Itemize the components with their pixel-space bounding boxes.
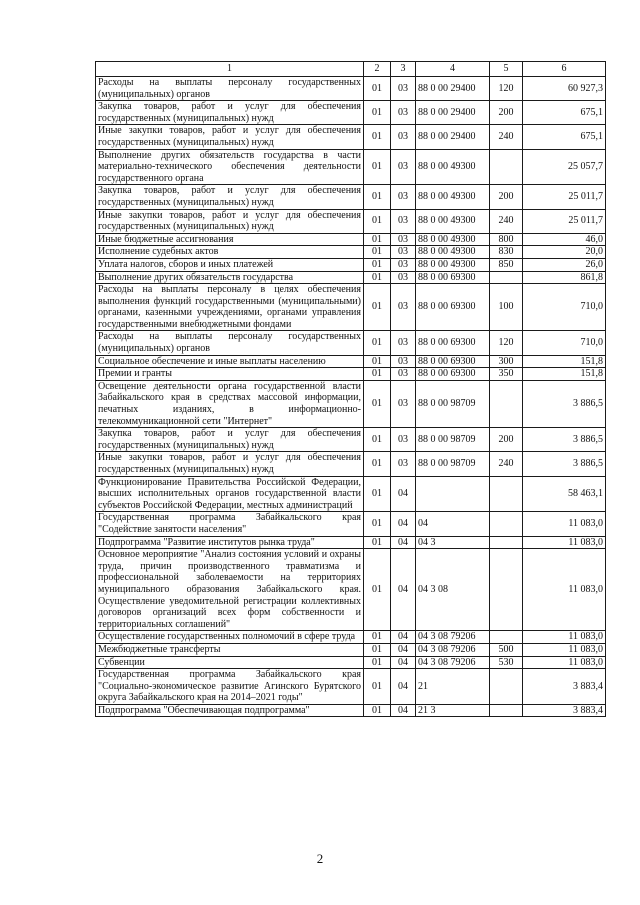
table-row — [96, 185, 606, 209]
row-amount: 11 083,0 — [523, 536, 606, 549]
row-amount: 25 011,7 — [523, 209, 606, 233]
row-section: 01 — [364, 271, 391, 284]
row-target-article: 88 0 00 98709 — [416, 428, 490, 452]
row-target-article: 04 3 — [416, 536, 490, 549]
row-target-article: 88 0 00 69300 — [416, 368, 490, 381]
row-subsection: 03 — [391, 246, 416, 259]
row-expense-type: 240 — [490, 125, 523, 149]
row-target-article: 88 0 00 69300 — [416, 284, 490, 331]
row-name: Исполнение судебных актов — [96, 246, 364, 259]
table-row — [96, 271, 606, 284]
row-expense-type: 240 — [490, 209, 523, 233]
row-section: 01 — [364, 185, 391, 209]
row-amount: 151,8 — [523, 368, 606, 381]
row-subsection: 04 — [391, 669, 416, 705]
row-name: Функционирование Правительства Российской Федерации, высших исполнительных органов государственной власти субъектов Российской Федерации, местных администраций — [96, 476, 364, 512]
table-row — [96, 258, 606, 271]
table-row — [96, 284, 606, 331]
table-row — [96, 355, 606, 368]
row-section: 01 — [364, 428, 391, 452]
table-row — [96, 643, 606, 656]
row-target-article: 88 0 00 69300 — [416, 271, 490, 284]
row-subsection: 04 — [391, 631, 416, 644]
row-target-article: 88 0 00 49300 — [416, 258, 490, 271]
table-row — [96, 149, 606, 185]
row-name: Закупка товаров, работ и услуг для обеспечения государственных (муниципальных) нужд — [96, 428, 364, 452]
row-section: 01 — [364, 656, 391, 669]
row-section: 01 — [364, 536, 391, 549]
row-expense-type — [490, 536, 523, 549]
row-amount: 11 083,0 — [523, 631, 606, 644]
row-expense-type — [490, 380, 523, 427]
row-target-article: 88 0 00 29400 — [416, 77, 490, 101]
row-subsection: 03 — [391, 452, 416, 476]
row-expense-type — [490, 631, 523, 644]
row-section: 01 — [364, 549, 391, 631]
row-amount: 710,0 — [523, 284, 606, 331]
row-expense-type — [490, 149, 523, 185]
row-subsection: 03 — [391, 331, 416, 355]
row-expense-type: 200 — [490, 428, 523, 452]
row-target-article: 88 0 00 49300 — [416, 246, 490, 259]
table-row — [96, 77, 606, 101]
row-name: Государственная программа Забайкальского края "Содействие занятости населения" — [96, 512, 364, 536]
row-name: Иные закупки товаров, работ и услуг для обеспечения государственных (муниципальных) нужд — [96, 125, 364, 149]
row-amount: 25 057,7 — [523, 149, 606, 185]
row-section: 01 — [364, 125, 391, 149]
column-header-section: 2 — [364, 62, 391, 77]
row-subsection: 03 — [391, 125, 416, 149]
table-row — [96, 549, 606, 631]
row-amount: 11 083,0 — [523, 512, 606, 536]
row-expense-type: 120 — [490, 331, 523, 355]
row-expense-type: 800 — [490, 233, 523, 246]
header-row — [96, 62, 606, 77]
table-row — [96, 476, 606, 512]
row-subsection: 03 — [391, 77, 416, 101]
row-expense-type: 830 — [490, 246, 523, 259]
row-target-article: 04 3 08 79206 — [416, 631, 490, 644]
row-section: 01 — [364, 233, 391, 246]
row-amount: 11 083,0 — [523, 549, 606, 631]
row-target-article: 88 0 00 49300 — [416, 233, 490, 246]
row-target-article: 88 0 00 49300 — [416, 185, 490, 209]
row-subsection: 03 — [391, 271, 416, 284]
row-subsection: 03 — [391, 233, 416, 246]
row-expense-type — [490, 476, 523, 512]
row-amount: 861,8 — [523, 271, 606, 284]
row-expense-type: 500 — [490, 643, 523, 656]
row-expense-type — [490, 669, 523, 705]
row-expense-type: 350 — [490, 368, 523, 381]
row-expense-type: 200 — [490, 101, 523, 125]
row-name: Подпрограмма "Обеспечивающая подпрограмма" — [96, 704, 364, 717]
row-name: Субвенции — [96, 656, 364, 669]
row-section: 01 — [364, 331, 391, 355]
column-header-expense-type: 5 — [490, 62, 523, 77]
table-body — [96, 77, 606, 717]
row-target-article: 88 0 00 49300 — [416, 209, 490, 233]
table-row — [96, 209, 606, 233]
row-name: Иные закупки товаров, работ и услуг для обеспечения государственных (муниципальных) нужд — [96, 452, 364, 476]
row-name: Иные закупки товаров, работ и услуг для обеспечения государственных (муниципальных) нужд — [96, 209, 364, 233]
row-subsection: 04 — [391, 643, 416, 656]
row-expense-type: 240 — [490, 452, 523, 476]
row-expense-type: 300 — [490, 355, 523, 368]
table-row — [96, 125, 606, 149]
row-name: Расходы на выплаты персоналу государственных (муниципальных) органов — [96, 331, 364, 355]
row-name: Закупка товаров, работ и услуг для обеспечения государственных (муниципальных) нужд — [96, 185, 364, 209]
row-section: 01 — [364, 149, 391, 185]
row-amount: 3 886,5 — [523, 452, 606, 476]
row-subsection: 04 — [391, 512, 416, 536]
row-name: Осуществление государственных полномочий в сфере труда — [96, 631, 364, 644]
row-subsection: 03 — [391, 368, 416, 381]
row-amount: 58 463,1 — [523, 476, 606, 512]
row-name: Расходы на выплаты персоналу в целях обеспечения выполнения функций государственными (муниципальными) органами, казенными учреждениями, органами управления государственными внебюджетными фондами — [96, 284, 364, 331]
row-name: Межбюджетные трансферты — [96, 643, 364, 656]
table-row — [96, 536, 606, 549]
row-section: 01 — [364, 476, 391, 512]
row-target-article: 04 — [416, 512, 490, 536]
row-amount: 26,0 — [523, 258, 606, 271]
table-row — [96, 704, 606, 717]
row-name: Освещение деятельности органа государственной власти Забайкальского края в средствах массовой информации, печатных изданиях, в информационно-телекоммуникационной сети "Интернет" — [96, 380, 364, 427]
table-row — [96, 101, 606, 125]
row-amount: 11 083,0 — [523, 656, 606, 669]
row-amount: 675,1 — [523, 125, 606, 149]
row-amount: 151,8 — [523, 355, 606, 368]
row-section: 01 — [364, 209, 391, 233]
row-subsection: 03 — [391, 258, 416, 271]
table-row — [96, 452, 606, 476]
row-expense-type — [490, 512, 523, 536]
row-subsection: 03 — [391, 149, 416, 185]
row-amount: 25 011,7 — [523, 185, 606, 209]
row-amount: 675,1 — [523, 101, 606, 125]
row-amount: 3 883,4 — [523, 704, 606, 717]
row-expense-type: 850 — [490, 258, 523, 271]
row-subsection: 03 — [391, 428, 416, 452]
row-section: 01 — [364, 101, 391, 125]
row-name: Расходы на выплаты персоналу государственных (муниципальных) органов — [96, 77, 364, 101]
row-amount: 710,0 — [523, 331, 606, 355]
row-section: 01 — [364, 368, 391, 381]
row-section: 01 — [364, 380, 391, 427]
row-section: 01 — [364, 643, 391, 656]
row-section: 01 — [364, 258, 391, 271]
row-section: 01 — [364, 704, 391, 717]
row-amount: 20,0 — [523, 246, 606, 259]
row-subsection: 04 — [391, 704, 416, 717]
row-expense-type: 200 — [490, 185, 523, 209]
row-target-article: 88 0 00 49300 — [416, 149, 490, 185]
row-name: Основное мероприятие "Анализ состояния условий и охраны труда, причин производственного травматизма и профессиональной заболеваемости на территориях муниципального образования Забайкальского края. Осуществление уведомительной регистрации коллективных договоров организаций всех форм собственности и территориальных соглашений" — [96, 549, 364, 631]
row-expense-type — [490, 549, 523, 631]
row-section: 01 — [364, 355, 391, 368]
row-subsection: 04 — [391, 536, 416, 549]
table-row — [96, 631, 606, 644]
row-amount: 11 083,0 — [523, 643, 606, 656]
row-subsection: 03 — [391, 185, 416, 209]
table-row — [96, 656, 606, 669]
row-name: Выполнение других обязательств государства — [96, 271, 364, 284]
table-row — [96, 233, 606, 246]
column-header-subsection: 3 — [391, 62, 416, 77]
table-row — [96, 428, 606, 452]
row-subsection: 03 — [391, 380, 416, 427]
row-target-article: 04 3 08 79206 — [416, 656, 490, 669]
row-expense-type: 100 — [490, 284, 523, 331]
row-target-article: 88 0 00 29400 — [416, 101, 490, 125]
row-subsection: 04 — [391, 656, 416, 669]
row-section: 01 — [364, 669, 391, 705]
row-name: Выполнение других обязательств государства в части материально-технического обеспечения деятельности государственного органа — [96, 149, 364, 185]
row-amount: 3 886,5 — [523, 380, 606, 427]
row-target-article: 21 3 — [416, 704, 490, 717]
row-target-article: 88 0 00 29400 — [416, 125, 490, 149]
table-row — [96, 512, 606, 536]
row-name: Социальное обеспечение и иные выплаты населению — [96, 355, 364, 368]
row-target-article: 88 0 00 98709 — [416, 380, 490, 427]
row-target-article: 04 3 08 79206 — [416, 643, 490, 656]
row-section: 01 — [364, 631, 391, 644]
row-name: Государственная программа Забайкальского края "Социально-экономическое развитие Агинского Бурятского округа Забайкальского края на 2014–2021 годы" — [96, 669, 364, 705]
row-subsection: 03 — [391, 355, 416, 368]
page-number: 2 — [316, 851, 324, 866]
row-target-article: 88 0 00 69300 — [416, 331, 490, 355]
budget-table — [95, 61, 606, 717]
row-amount: 60 927,3 — [523, 77, 606, 101]
row-section: 01 — [364, 452, 391, 476]
row-subsection: 03 — [391, 101, 416, 125]
row-subsection: 03 — [391, 284, 416, 331]
row-name: Премии и гранты — [96, 368, 364, 381]
row-target-article: 21 — [416, 669, 490, 705]
row-target-article — [416, 476, 490, 512]
table-row — [96, 368, 606, 381]
row-expense-type — [490, 704, 523, 717]
row-expense-type: 120 — [490, 77, 523, 101]
row-expense-type: 530 — [490, 656, 523, 669]
row-target-article: 88 0 00 98709 — [416, 452, 490, 476]
row-subsection: 04 — [391, 476, 416, 512]
row-name: Подпрограмма "Развитие институтов рынка труда" — [96, 536, 364, 549]
row-target-article: 88 0 00 69300 — [416, 355, 490, 368]
row-expense-type — [490, 271, 523, 284]
table-row — [96, 246, 606, 259]
row-amount: 3 883,4 — [523, 669, 606, 705]
row-subsection: 03 — [391, 209, 416, 233]
row-amount: 3 886,5 — [523, 428, 606, 452]
column-header-target-article: 4 — [416, 62, 490, 77]
row-section: 01 — [364, 284, 391, 331]
row-target-article: 04 3 08 — [416, 549, 490, 631]
row-amount: 46,0 — [523, 233, 606, 246]
row-section: 01 — [364, 77, 391, 101]
row-name: Уплата налогов, сборов и иных платежей — [96, 258, 364, 271]
row-name: Иные бюджетные ассигнования — [96, 233, 364, 246]
table-row — [96, 380, 606, 427]
table-row — [96, 331, 606, 355]
row-section: 01 — [364, 512, 391, 536]
table-header — [96, 62, 606, 77]
row-name: Закупка товаров, работ и услуг для обеспечения государственных (муниципальных) нужд — [96, 101, 364, 125]
row-section: 01 — [364, 246, 391, 259]
row-subsection: 04 — [391, 549, 416, 631]
table-row — [96, 669, 606, 705]
column-header-name: 1 — [96, 62, 364, 77]
column-header-amount: 6 — [523, 62, 606, 77]
